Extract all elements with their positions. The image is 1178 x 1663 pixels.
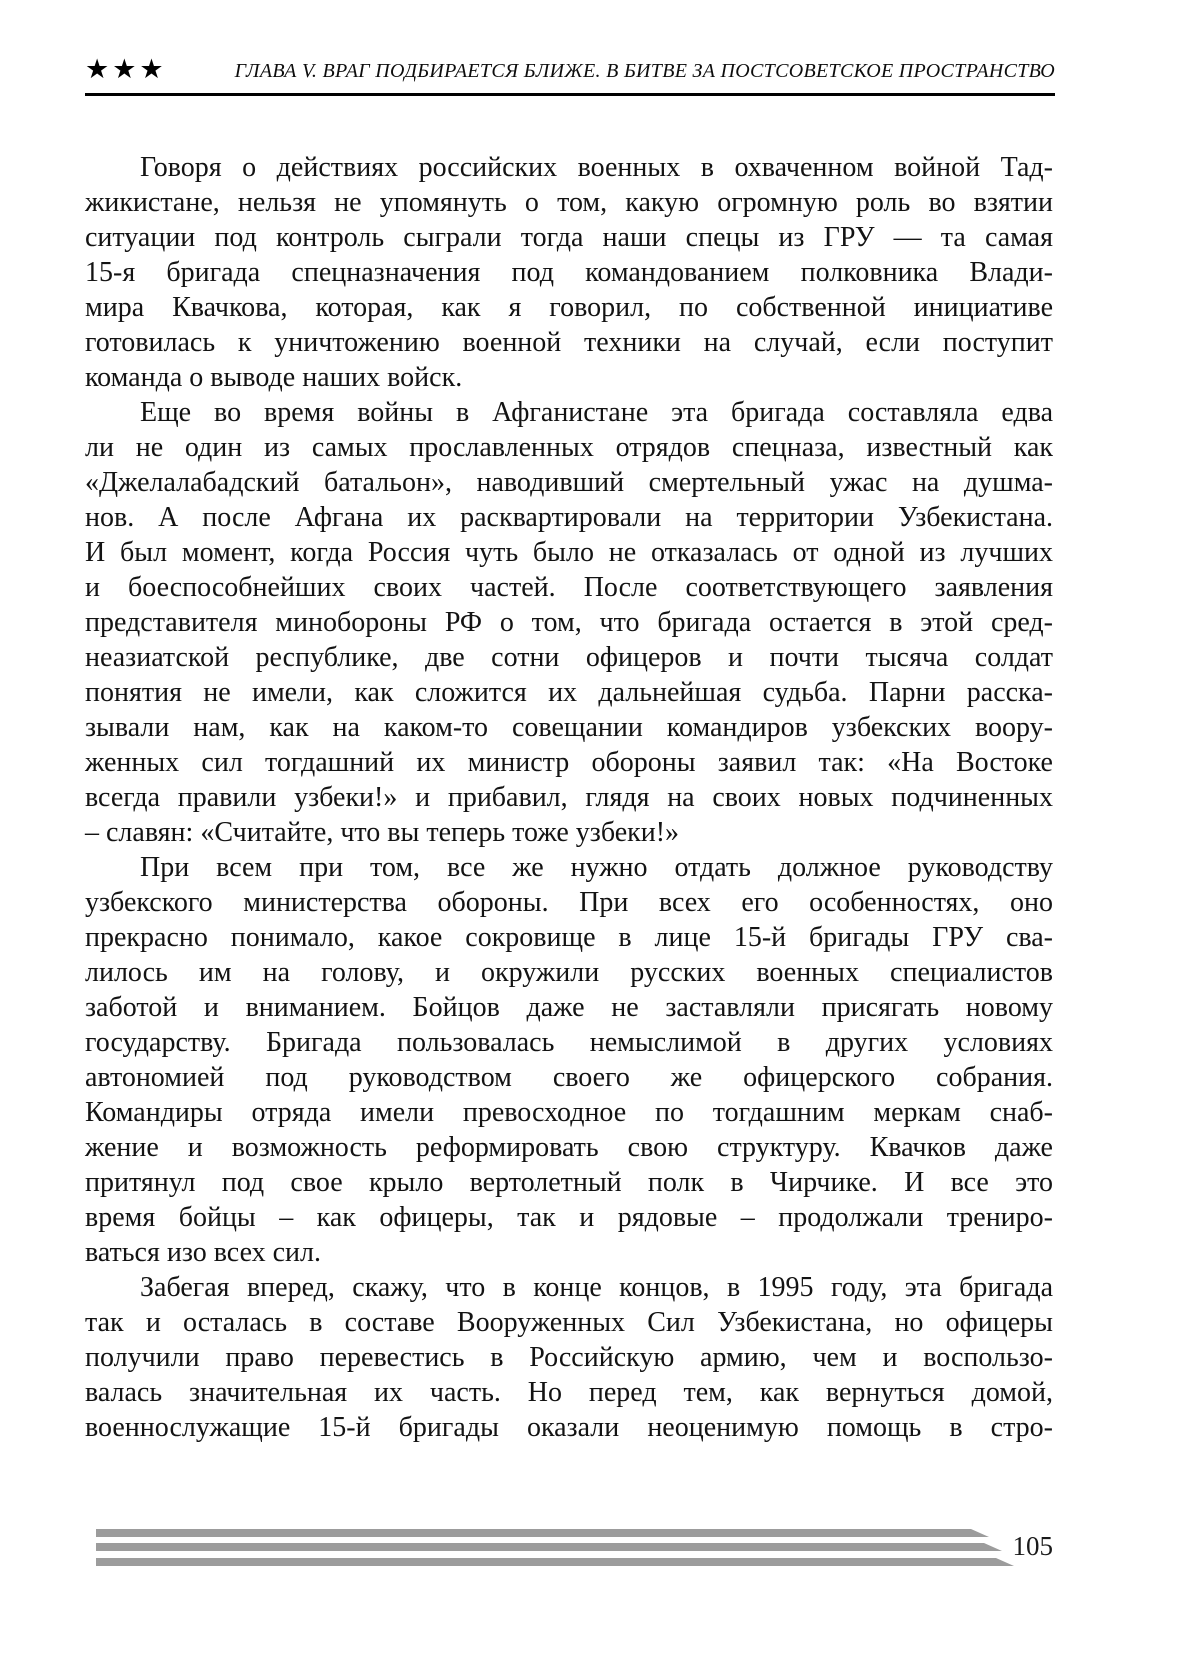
- three-stars-ornament: ★★★: [85, 54, 167, 85]
- text-line: неазиатской республике, две сотни офицеров и почти тысяча солдат: [85, 642, 1053, 673]
- text-line: 15-я бригада спецназначения под командованием полковника Влади-: [85, 257, 1053, 288]
- text-line: заботой и вниманием. Бойцов даже не заставляли присягать новому: [85, 992, 1053, 1023]
- text-line: зывали нам, как на каком-то совещании командиров узбекских воору-: [85, 712, 1053, 743]
- text-line: ваться изо всех сил.: [85, 1237, 322, 1268]
- text-line: государству. Бригада пользовалась немыслимой в других условиях: [85, 1027, 1053, 1058]
- text-line: понятия не имели, как сложится их дальнейшая судьба. Парни расска-: [85, 677, 1053, 708]
- text-line: притянул под свое крыло вертолетный полк в Чирчике. И все это: [85, 1167, 1053, 1198]
- page-header: [85, 56, 1055, 96]
- body-text: [85, 150, 1053, 1445]
- footer-stripe: [96, 1529, 989, 1537]
- text-line: военнослужащие 15-й бригады оказали неоценимую помощь в стро-: [85, 1412, 1053, 1443]
- text-line: жикистане, нельзя не упомянуть о том, какую огромную роль во взятии: [85, 187, 1053, 218]
- footer-ornament: [96, 1529, 1014, 1566]
- text-line: жение и возможность реформировать свою структуру. Квачков даже: [85, 1132, 1053, 1163]
- page-number: 105: [1012, 1531, 1053, 1561]
- text-line: время бойцы – как офицеры, так и рядовые – продолжали трениро-: [85, 1202, 1053, 1233]
- text-line: Говоря о действиях российских военных в охваченном войной Тад-: [140, 152, 1053, 183]
- text-line: и боеспособнейших своих частей. После соответствующего заявления: [85, 572, 1053, 603]
- text-line: так и осталась в составе Вооруженных Сил Узбекистана, но офицеры: [85, 1307, 1053, 1338]
- text-line: лилось им на голову, и окружили русских военных специалистов: [85, 957, 1053, 988]
- text-line: – славян: «Считайте, что вы теперь тоже узбеки!»: [85, 817, 680, 848]
- text-line: команда о выводе наших войск.: [85, 362, 463, 393]
- text-line: узбекского министерства обороны. При всех его особенностях, оно: [85, 887, 1053, 918]
- chapter-running-title: ГЛАВА V. ВРАГ ПОДБИРАЕТСЯ БЛИЖЕ. В БИТВЕ ЗА ПОСТСОВЕТСКОЕ ПРОСТРАНСТВО: [234, 60, 1055, 82]
- text-line: При всем при том, все же нужно отдать должное руководству: [140, 852, 1053, 883]
- footer-stripe: [96, 1558, 1014, 1566]
- text-line: всегда правили узбеки!» и прибавил, глядя на своих новых подчиненных: [85, 782, 1053, 813]
- text-line: Еще во время войны в Афганистане эта бригада составляла едва: [140, 397, 1053, 428]
- text-line: Командиры отряда имели превосходное по тогдашним меркам снаб-: [85, 1097, 1053, 1128]
- text-line: представителя минобороны РФ о том, что бригада остается в этой сред-: [85, 607, 1053, 638]
- text-line: И был момент, когда Россия чуть было не отказалась от одной из лучших: [85, 537, 1053, 568]
- text-line: мира Квачкова, которая, как я говорил, по собственной инициативе: [85, 292, 1053, 323]
- text-line: автономией под руководством своего же офицерского собрания.: [85, 1062, 1053, 1093]
- text-line: «Джелалабадский батальон», наводивший смертельный ужас на душма-: [85, 467, 1053, 498]
- text-line: нов. А после Афгана их расквартировали на территории Узбекистана.: [85, 502, 1053, 533]
- text-line: Забегая вперед, скажу, что в конце концов, в 1995 году, эта бригада: [140, 1272, 1053, 1303]
- text-line: валась значительная их часть. Но перед тем, как вернуться домой,: [85, 1377, 1053, 1408]
- footer-stripe: [96, 1543, 1002, 1551]
- text-line: получили право перевестись в Российскую армию, чем и воспользо-: [85, 1342, 1053, 1373]
- text-line: ситуации под контроль сыграли тогда наши спецы из ГРУ — та самая: [85, 222, 1053, 253]
- text-line: ли не один из самых прославленных отрядов спецназа, известный как: [85, 432, 1053, 463]
- text-line: прекрасно понимало, какое сокровище в лице 15-й бригады ГРУ сва-: [85, 922, 1053, 953]
- text-line: женных сил тогдашний их министр обороны заявил так: «На Востоке: [85, 747, 1053, 778]
- text-line: готовилась к уничтожению военной техники на случай, если поступит: [85, 327, 1053, 358]
